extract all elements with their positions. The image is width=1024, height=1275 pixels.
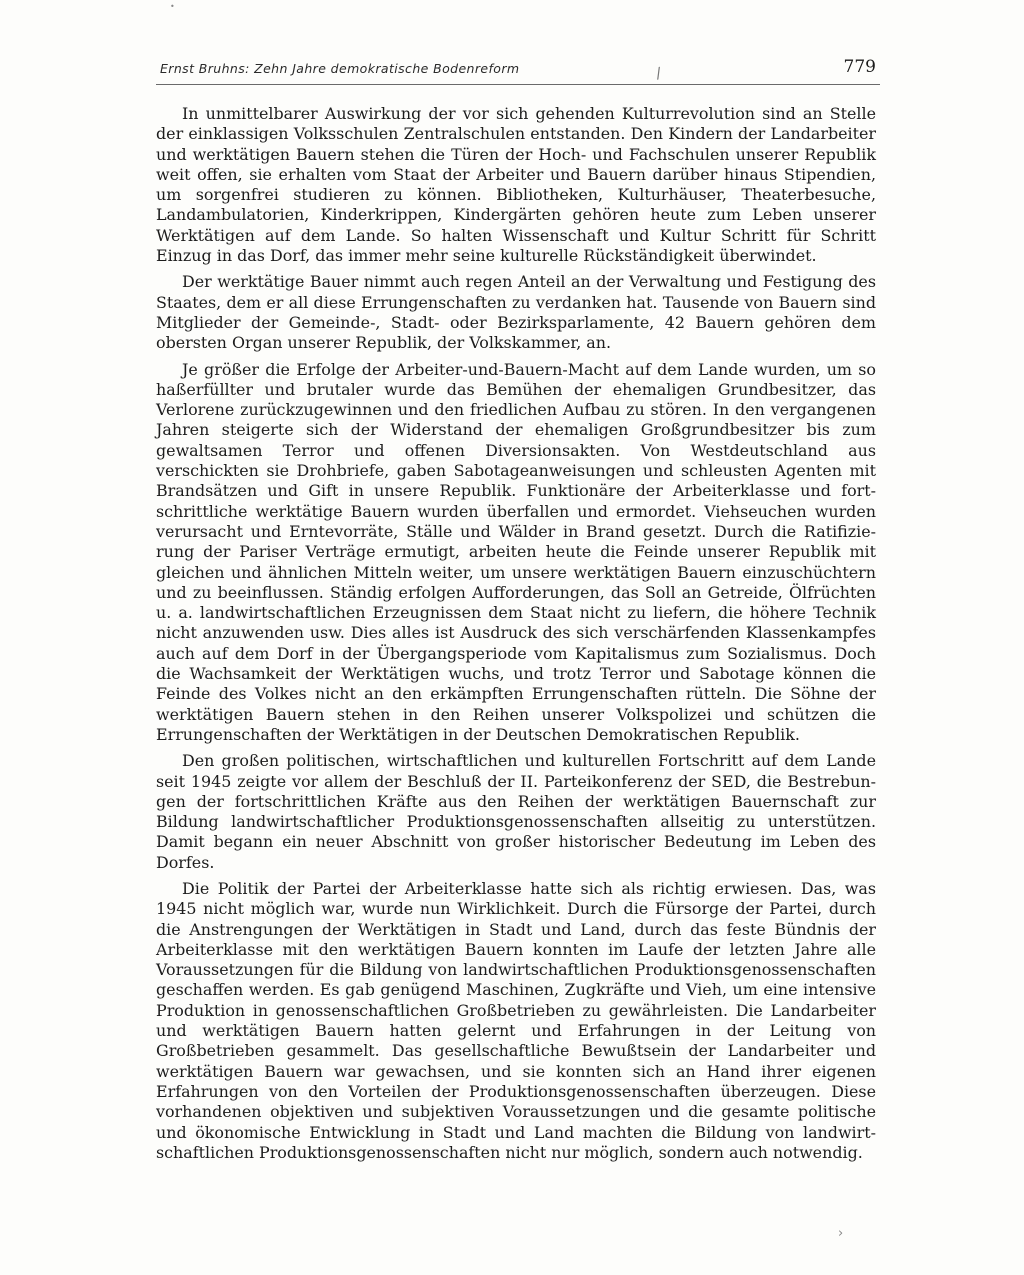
scan-dot: • (170, 2, 175, 11)
paragraph-2: Der werktätige Bauer nimmt auch regen Anteil an der Verwaltung und Festigung des Staates, dem er all diese Errungenschaften zu verdanken hat. Tausende von Bauern sind Mitglieder der Gemeinde-, Stadt- oder Bezirksparlamente, 42 Bauern gehören dem obersten Organ unserer Republik, der Volkskammer, an. (156, 272, 876, 353)
running-title: Ernst Bruhns: Zehn Jahre demokratische Bodenreform (160, 61, 520, 76)
scan-speck: › (838, 1226, 844, 1241)
paragraph-3: Je größer die Erfolge der Arbeiter-und-Bauern-Macht auf dem Lande wurden, um so haßerfüllter und brutaler wurde das Bemühen der ehemaligen Grundbesitzer, das Verlorene zurückzugewinnen und den friedlichen Aufbau zu stören. In den vergangenen Jahren steigerte sich der Widerstand der ehemaligen Großgrundbesitzer bis zum gewaltsamen Terror und offenen Diversionsakten. Von Westdeutschland aus verschickten sie Drohbriefe, gaben Sabotageanweisungen und schleusten Agenten mit Brandsätzen und Gift in unsere Republik. Funktionäre der Arbeiterklasse und fortschrittliche werktätige Bauern wurden überfallen und ermordet. Viehseuchen wurden verursacht und Erntevorräte, Ställe und Wälder in Brand gesetzt. Durch die Ratifizierung der Pariser Verträge ermutigt, arbeiten heute die Feinde unserer Republik mit gleichen und ähnlichen Mitteln weiter, um unsere werktätigen Bauern einzuschüchtern und zu beeinflussen. Ständig erfolgen Aufforderungen, das Soll an Getreide, Ölfrüchten u. a. landwirtschaftlichen Erzeugnissen dem Staat nicht zu liefern, die höhere Technik nicht anzuwenden usw. Dies alles ist Ausdruck des sich verschärfenden Klassenkampfes auch auf dem Dorf in der Übergangsperiode vom Kapitalismus zum Sozialismus. Doch die Wachsamkeit der Werktätigen wuchs, und trotz Terror und Sabotage können die Feinde des Volkes nicht an den erkämpften Errungenschaften rütteln. Die Söhne der werktätigen Bauern stehen in den Reihen unserer Volkspolizei und schützen die Errungenschaften der Werktätigen in der Deutschen Demokratischen Republik. (156, 359, 876, 744)
paragraph-5: Die Politik der Partei der Arbeiterklasse hatte sich als richtig erwiesen. Das, was 1945 nicht möglich war, wurde nun Wirklichkeit. Durch die Fürsorge der Partei, durch die Anstrengungen der Werktätigen in Stadt und Land, durch das feste Bündnis der Arbeiterklasse mit den werktätigen Bauern konnten im Laufe der letzten Jahre alle Voraussetzungen für die Bildung von landwirtschaftlichen Produktionsgenossenschaften geschaffen werden. Es gab genügend Maschinen, Zugkräfte und Vieh, um eine intensive Produktion in genossenschaftlichen Großbetrieben zu gewährleisten. Die Landarbeiter und werktätigen Bauern hatten gelernt und Erfahrungen in der Leitung von Großbetrieben gesammelt. Das gesellschaftliche Bewußtsein der Landarbeiter und werktätigen Bauern war gewachsen, und sie konnten sich an Hand ihrer eigenen Erfahrungen von den Vorteilen der Produktionsgenossenschaften überzeugen. Diese vorhandenen objektiven und subjektiven Voraussetzungen und die gesamte politische und ökonomische Entwicklung in Stadt und Land machten die Bildung von landwirtschaftlichen Produktionsgenossenschaften nicht nur möglich, sondern auch notwendig. (156, 878, 876, 1162)
body-text (156, 104, 876, 1169)
page-number: 779 (843, 57, 876, 77)
pencil-mark: / (654, 63, 663, 83)
paragraph-4: Den großen politischen, wirtschaftlichen und kulturellen Fortschritt auf dem Lande seit 1945 zeigte vor allem der Beschluß der II. Parteikonferenz der SED, die Bestrebungen der fortschrittlichen Kräfte aus den Reihen der werktätigen Bauernschaft zur Bildung landwirtschaftlicher Produktionsgenossenschaften allseitig zu unterstützen. Damit begann ein neuer Abschnitt von großer historischer Bedeutung im Leben des Dorfes. (156, 751, 876, 872)
running-header (156, 58, 880, 85)
paragraph-1: In unmittelbarer Auswirkung der vor sich gehenden Kulturrevolution sind an Stelle der einklassigen Volksschulen Zentralschulen entstanden. Den Kindern der Landarbeiter und werktätigen Bauern stehen die Türen der Hoch- und Fachschulen unserer Republik weit offen, sie erhalten vom Staat der Arbeiter und Bauern darüber hinaus Stipendien, um sorgenfrei studieren zu können. Bibliotheken, Kulturhäuser, Theaterbesuche, Landambulatorien, Kinderkrippen, Kindergärten gehören heute zum Leben unserer Werktätigen auf dem Lande. So halten Wissenschaft und Kultur Schritt für Schritt Einzug in das Dorf, das immer mehr seine kulturelle Rückständigkeit überwindet. (156, 104, 876, 266)
